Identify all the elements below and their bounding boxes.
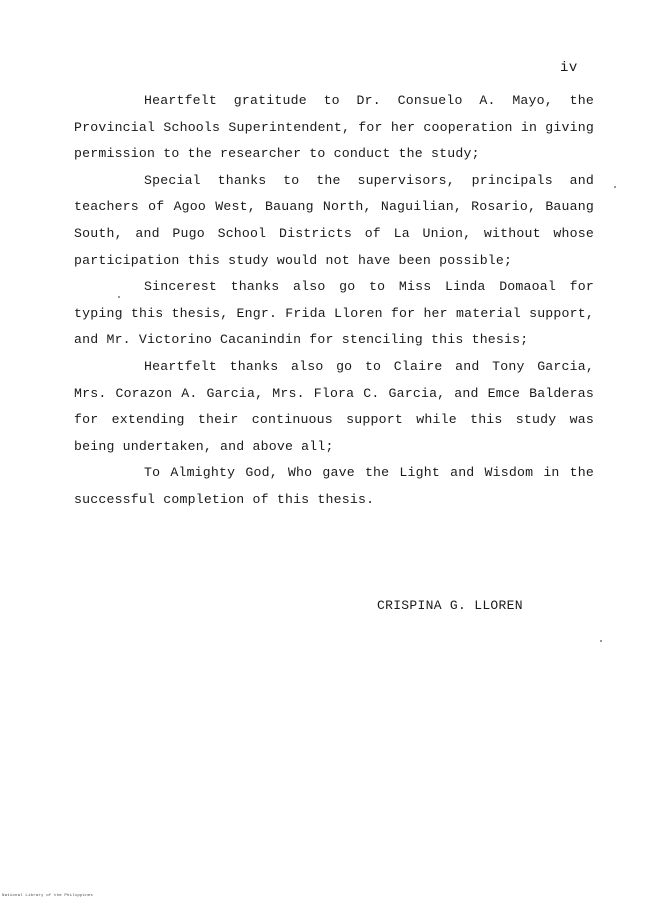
paragraph-god: To Almighty God, Who gave the Light and Wisdom in the successful completion of this thesis. (74, 465, 594, 507)
acknowledgment-body (74, 88, 594, 514)
footer-watermark: National Library of the Philippines (2, 894, 94, 898)
scan-speck (118, 296, 120, 298)
paragraph-supervisors: Special thanks to the supervisors, principals and teachers of Agoo West, Bauang North, Naguilian, Rosario, Bauang South, and Pugo School Districts of La Union, without whose participation this study would not have been possible; (74, 172, 594, 268)
paragraph-family: Heartfelt thanks also go to Claire and Tony Garcia, Mrs. Corazon A. Garcia, Mrs. Flora C. Garcia, and Emce Balderas for extending their continuous support while this study was being undertaken, and above all; (74, 358, 594, 454)
paragraph-superintendent: Heartfelt gratitude to Dr. Consuelo A. Mayo, the Provincial Schools Superintendent, for her cooperation in giving permission to the researcher to conduct the study; (74, 93, 594, 162)
scan-speck (614, 186, 616, 188)
scan-speck (600, 640, 602, 642)
page-number: iv (560, 60, 578, 76)
signature: CRISPINA G. LLOREN (377, 598, 523, 613)
paragraph-typing: Sincerest thanks also go to Miss Linda Domaoal for typing this thesis, Engr. Frida Lloren for her material support, and Mr. Victorino Cacanindin for stenciling this thesis; (74, 279, 594, 348)
